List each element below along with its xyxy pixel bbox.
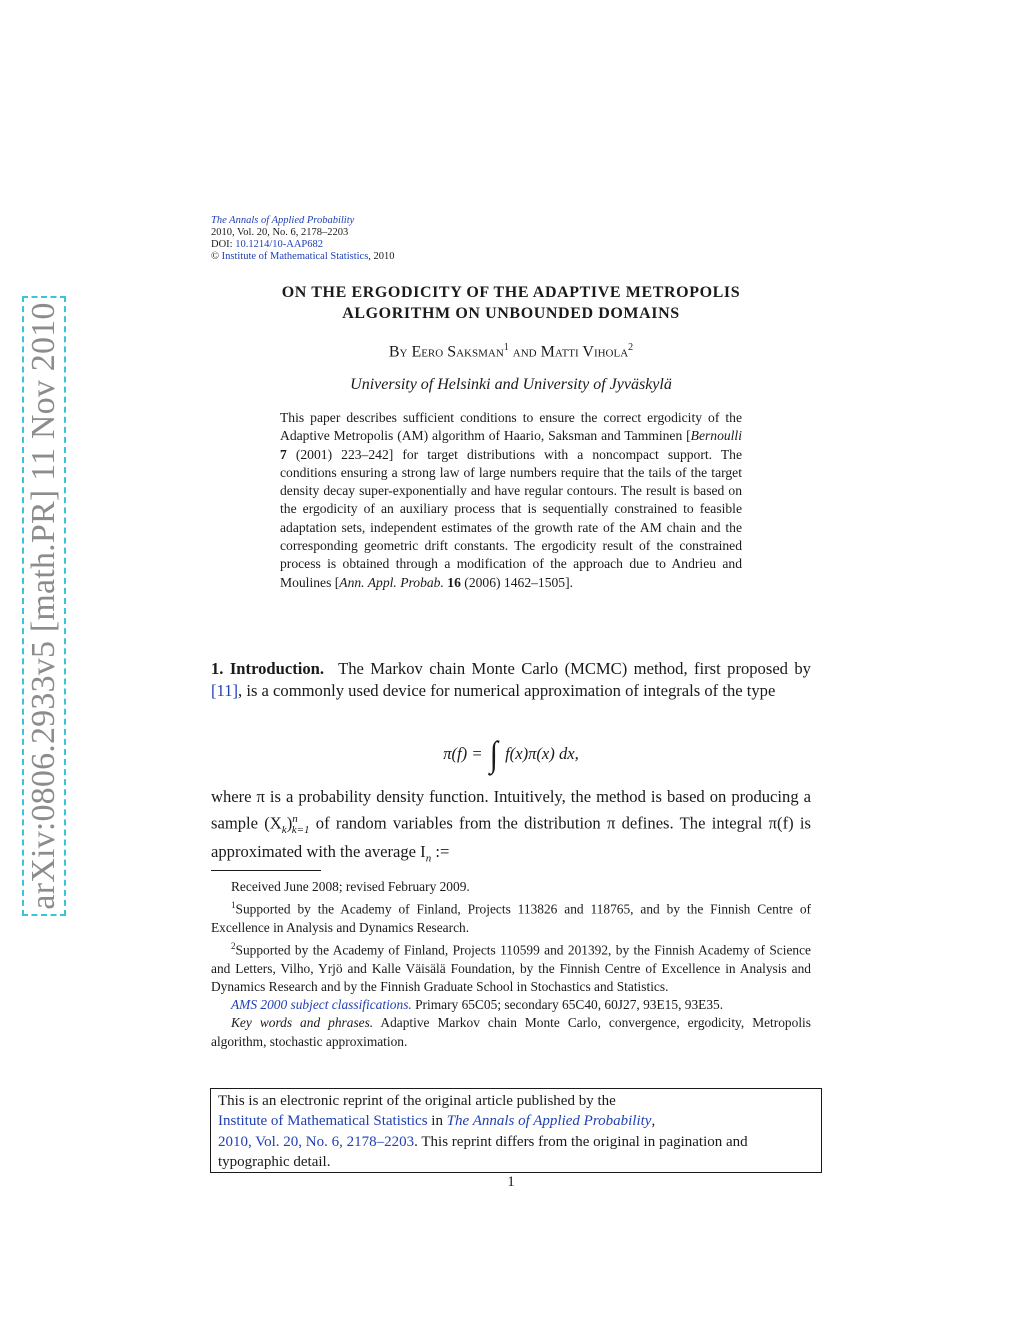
subscript-k: k xyxy=(281,823,287,836)
keywords xyxy=(211,1014,811,1050)
intro-text-e: := xyxy=(431,841,450,861)
footnote-1 xyxy=(211,896,811,937)
arxiv-identifier: arXiv:0806.2933v5 [math.PR] 11 Nov 2010 xyxy=(25,302,62,910)
footnote-2 xyxy=(211,937,811,996)
title-line-2: ALGORITHM ON UNBOUNDED DOMAINS xyxy=(342,305,680,322)
author-2: and Matti Vihola xyxy=(508,343,629,361)
abstract-ref1-volume: 7 xyxy=(280,446,287,462)
introduction-paragraph xyxy=(211,658,811,702)
intro-text-b: , is a commonly used device for numerical approximation of integrals of the type xyxy=(238,681,776,700)
affiliation: University of Helsinki and University of Jyväskylä xyxy=(350,376,672,393)
intro-text-c: where π is a probability density function. Intuitively, the method is based on producing a sample (X xyxy=(211,787,811,833)
subscript-n: n xyxy=(425,852,432,865)
paper-title xyxy=(211,282,811,324)
received-date: Received June 2008; revised February 2009. xyxy=(231,879,470,894)
abstract-text-3: (2006) 1462–1505]. xyxy=(460,574,574,590)
page-number: 1 xyxy=(507,1174,515,1190)
equation-integral xyxy=(211,734,811,775)
integral-sign: ∫ xyxy=(489,734,498,775)
reprint-comma: , xyxy=(651,1113,656,1130)
abstract-text-2: (2001) 223–242] for target distributions with a noncompact support. The conditions ensuring a strong law of large numbers require that the tails of the target density decay super-exponentially and have regular contours. The result is based on the ergodicity of an auxiliary process that is sequentially constrained to feasible adaptation sets, independent estimates of the growth rate of the AM chain and the corresponding geometric drift constants. The ergodicity result of the constrained process is obtained through a modification of the approach due to Andrieu and Moulines [ xyxy=(280,446,742,590)
year-suffix: , 2010 xyxy=(368,251,395,262)
introduction-continuation: where π is a probability density function. Intuitively, the method is based on producing a sample $(X_k)^n_{k=1}$ of random variables from the distribution π defines. The integral π(f) is approximated with the average $I_n$ := xyxy=(211,787,811,865)
keywords-label: Key words and phrases. xyxy=(231,1015,374,1031)
footnote-rule xyxy=(211,870,321,871)
footnotes xyxy=(211,878,811,1051)
abstract-text-1: This paper describes sufficient conditions to ensure the correct ergodicity of the Adaptive Metropolis (AM) algorithm of Haario, Saksman and Tamminen [ xyxy=(280,410,742,444)
journal-link[interactable]: The Annals of Applied Probability xyxy=(211,215,355,226)
equation-lhs: π(f) = xyxy=(443,743,483,763)
footnote-1-text: Supported by the Academy of Finland, Projects 113826 and 118765, and by the Finnish Centre of Excellence in Analysis and Dynamics Research. xyxy=(211,901,811,935)
intro-text-d: of random variables from the distribution π defines. The integral π(f) is approximated with the average I xyxy=(211,813,811,861)
section-heading: 1. Introduction. xyxy=(211,659,325,678)
abstract-ref2-journal: Ann. Appl. Probab. xyxy=(339,574,444,590)
volume-line: 2010, Vol. 20, No. 6, 2178–2203 xyxy=(211,227,349,238)
citation-11[interactable]: [11] xyxy=(211,681,239,700)
reprint-text-2: . This reprint differs from the original in pagination and typographic detail. xyxy=(218,1133,748,1171)
subscript-k1: k=1 xyxy=(291,823,310,836)
publisher-link[interactable]: Institute of Mathematical Statistics xyxy=(221,251,369,262)
reprint-journal-link[interactable]: The Annals of Applied Probability xyxy=(446,1113,652,1130)
reprint-volume-link[interactable]: 2010, Vol. 20, No. 6, 2178–2203 xyxy=(218,1133,415,1150)
arxiv-stamp xyxy=(22,296,66,916)
superscript-n: n xyxy=(292,813,298,825)
author-1-footnote-mark[interactable]: 1 xyxy=(503,342,509,353)
abstract-ref1-journal: Bernoulli xyxy=(690,428,742,444)
ams-classifications xyxy=(211,996,811,1014)
copyright-symbol: © xyxy=(211,251,219,262)
ams-link[interactable]: AMS 2000 subject classifications. xyxy=(231,997,412,1013)
doi-label: DOI: xyxy=(211,239,236,250)
abstract xyxy=(280,409,742,592)
title-line-1: ON THE ERGODICITY OF THE ADAPTIVE METROPOLIS xyxy=(281,284,741,301)
reprint-notice xyxy=(210,1088,822,1173)
abstract-ref2-volume: 16 xyxy=(447,574,461,590)
author-2-footnote-mark[interactable]: 2 xyxy=(628,342,634,353)
footnote-1-mark: 1 xyxy=(231,900,236,911)
authors xyxy=(211,342,811,361)
keywords-text: Adaptive Markov chain Monte Carlo, convergence, ergodicity, Metropolis algorithm, stochastic approximation. xyxy=(211,1015,811,1049)
ams-text: Primary 65C05; secondary 65C40, 60J27, 93E15, 93E35. xyxy=(411,997,724,1013)
footnote-2-mark: 2 xyxy=(231,941,236,952)
equation-rhs: f(x)π(x) dx, xyxy=(505,743,579,763)
doi-link[interactable]: 10.1214/10-AAP682 xyxy=(235,239,324,250)
intro-text-a: The Markov chain Monte Carlo (MCMC) method, first proposed by xyxy=(338,659,811,678)
author-1: By Eero Saksman xyxy=(388,343,504,361)
reprint-publisher-link[interactable]: Institute of Mathematical Statistics xyxy=(218,1113,428,1130)
journal-header xyxy=(211,215,395,263)
reprint-in: in xyxy=(427,1113,447,1130)
footnote-2-text: Supported by the Academy of Finland, Projects 110599 and 201392, by the Finnish Academy of Science and Letters, Vilho, Yrjö and Kalle Väisälä Foundation, by the Finnish Centre of Excellence in Analysis and Dynamics Research and by the Finnish Graduate School in Stochastics and Statistics. xyxy=(211,942,811,994)
reprint-text-1: This is an electronic reprint of the original article published by the xyxy=(218,1093,616,1109)
